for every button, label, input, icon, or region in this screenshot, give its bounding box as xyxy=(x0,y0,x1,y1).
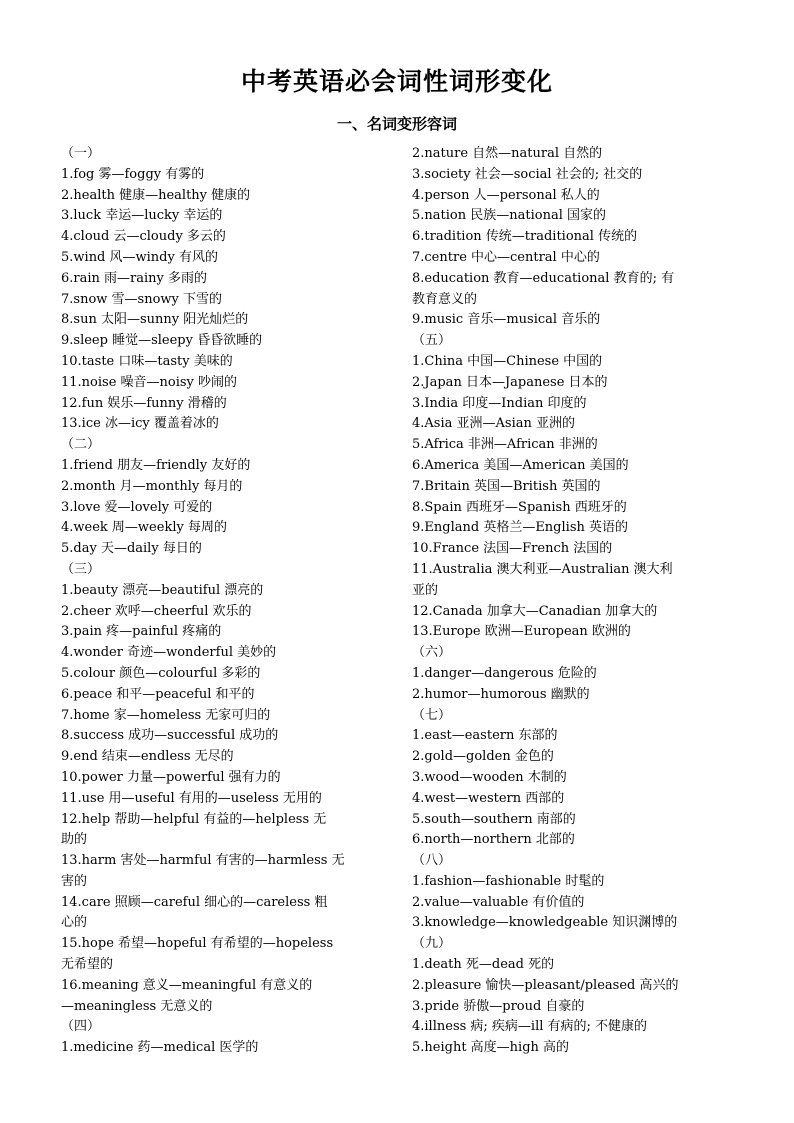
word-entry-line: 9.England 英格兰—English 英语的 xyxy=(412,520,628,536)
group-heading: （五） xyxy=(412,333,452,349)
word-entry-line: 2.cheer 欢呼—cheerful 欢乐的 xyxy=(61,603,252,619)
word-entry-line: 1.friend 朋友—friendly 友好的 xyxy=(61,457,251,473)
word-entry-line: 12.Canada 加拿大—Canadian 加拿大的 xyxy=(412,603,658,619)
word-entry-line: 1.medicine 药—medical 医学的 xyxy=(61,1040,259,1056)
section-heading: 一、名词变形容词 xyxy=(336,115,457,133)
word-entry-line: 3.society 社会—social 社会的; 社交的 xyxy=(412,166,643,182)
word-entry-line: 14.care 照顾—careful 细心的—careless 粗 xyxy=(61,894,328,910)
word-entry-line: 3.love 爱—lovely 可爱的 xyxy=(61,499,213,515)
word-entry-line: 亚的 xyxy=(412,582,439,598)
word-entry-line: 5.Africa 非洲—African 非洲的 xyxy=(412,437,598,453)
word-entry-line: 5.height 高度—high 高的 xyxy=(412,1040,570,1056)
word-entry-line: 12.help 帮助—helpful 有益的—helpless 无 xyxy=(61,811,327,827)
word-entry-line: 3.pride 骄傲—proud 自豪的 xyxy=(412,998,585,1014)
word-entry-line: 2.nature 自然—natural 自然的 xyxy=(412,146,603,161)
word-entry-line: 9.music 音乐—musical 音乐的 xyxy=(412,312,601,328)
word-entry-line: 5.nation 民族—national 国家的 xyxy=(412,208,606,224)
word-entry-line: 8.success 成功—successful 成功的 xyxy=(61,728,279,744)
word-entry-line: 7.centre 中心—central 中心的 xyxy=(412,249,600,265)
word-entry-line: 12.fun 娱乐—funny 滑稽的 xyxy=(61,395,227,411)
word-entry-line: 2.value—valuable 有价值的 xyxy=(412,894,585,910)
word-entry-line: 15.hope 希望—hopeful 有希望的—hopeless xyxy=(61,936,334,952)
word-entry-line: 8.Spain 西班牙—Spanish 西班牙的 xyxy=(412,499,627,515)
word-entry-line: 10.taste 口味—tasty 美味的 xyxy=(61,353,233,369)
word-entry-line: 4.wonder 奇迹—wonderful 美妙的 xyxy=(61,645,277,661)
word-entry-line: 7.home 家—homeless 无家可归的 xyxy=(61,707,271,723)
page-title: 中考英语必会词性词形变化 xyxy=(240,67,553,96)
word-entry-line: 6.north—northern 北部的 xyxy=(412,832,575,848)
word-entry-line: 2.pleasure 愉快—pleasant/pleased 高兴的 xyxy=(412,977,679,993)
word-entry-line: 7.snow 雪—snowy 下雪的 xyxy=(61,291,223,307)
word-entry-line: 3.luck 幸运—lucky 幸运的 xyxy=(61,208,223,224)
word-entry-line: 7.Britain 英国—British 英国的 xyxy=(412,478,601,494)
word-entry-line: 2.health 健康—healthy 健康的 xyxy=(61,187,251,203)
word-entry-line: 13.harm 害处—harmful 有害的—harmless 无 xyxy=(61,853,345,869)
word-entry-line: 3.India 印度—Indian 印度的 xyxy=(412,395,587,411)
word-entry-line: 8.education 教育—educational 教育的; 有 xyxy=(412,270,675,286)
word-entry-line: 助的 xyxy=(61,832,88,848)
word-entry-line: 2.Japan 日本—Japanese 日本的 xyxy=(412,374,608,390)
word-entry-line: 3.knowledge—knowledgeable 知识渊博的 xyxy=(412,915,678,931)
word-entry-line: 9.sleep 睡觉—sleepy 昏昏欲睡的 xyxy=(61,333,263,349)
word-entry-line: 心的 xyxy=(61,915,88,931)
word-entry-line: 2.humor—humorous 幽默的 xyxy=(412,686,590,702)
word-entry-line: 1.death 死—dead 死的 xyxy=(412,957,555,973)
word-entry-line: 11.use 用—useful 有用的—useless 无用的 xyxy=(61,790,322,806)
word-entry-line: 4.week 周—weekly 每周的 xyxy=(61,520,227,536)
word-entry-line: 害的 xyxy=(61,873,88,889)
word-entry-line: 11.Australia 澳大利亚—Australian 澳大利 xyxy=(412,561,673,577)
word-entry-line: 5.colour 颜色—colourful 多彩的 xyxy=(61,665,261,681)
word-entry-line: 3.pain 疼—painful 疼痛的 xyxy=(61,624,222,640)
right-column xyxy=(412,144,737,1059)
group-heading: （三） xyxy=(61,561,101,577)
word-entry-line: 教育意义的 xyxy=(412,291,478,307)
word-entry-line: 9.end 结束—endless 无尽的 xyxy=(61,749,234,765)
group-heading: （一） xyxy=(61,146,101,161)
word-entry-line: 8.sun 太阳—sunny 阳光灿烂的 xyxy=(61,312,249,328)
word-entry-line: 11.noise 噪音—noisy 吵闹的 xyxy=(61,374,238,390)
group-heading: （四） xyxy=(61,1019,101,1035)
word-entry-line: 5.south—southern 南部的 xyxy=(412,811,576,827)
word-entry-line: 1.danger—dangerous 危险的 xyxy=(412,665,597,681)
word-entry-line: 4.person 人—personal 私人的 xyxy=(412,187,600,203)
word-entry-line: 无希望的 xyxy=(61,957,114,973)
word-entry-line: 16.meaning 意义—meaningful 有意义的 xyxy=(61,977,313,993)
left-column xyxy=(61,144,386,1059)
word-entry-line: 1.fog 雾—foggy 有雾的 xyxy=(61,166,205,182)
word-entry-line: 1.China 中国—Chinese 中国的 xyxy=(412,353,603,369)
word-entry-line: 10.power 力量—powerful 强有力的 xyxy=(61,769,281,785)
word-entry-line: 1.beauty 漂亮—beautiful 漂亮的 xyxy=(61,582,264,598)
word-entry-line: 1.fashion—fashionable 时髦的 xyxy=(412,873,605,889)
word-entry-line: 10.France 法国—French 法国的 xyxy=(412,541,613,557)
word-entry-line: 5.day 天—daily 每日的 xyxy=(61,541,202,557)
word-entry-line: 2.month 月—monthly 每月的 xyxy=(61,478,243,494)
word-entry-line: 4.west—western 西部的 xyxy=(412,790,565,806)
word-entry-line: 6.rain 雨—rainy 多雨的 xyxy=(61,270,208,286)
word-entry-line: 13.ice 冰—icy 覆盖着冰的 xyxy=(61,416,219,432)
group-heading: （七） xyxy=(412,707,452,723)
word-entry-line: 13.Europe 欧洲—European 欧洲的 xyxy=(412,624,631,640)
word-entry-line: 4.illness 病; 疾病—ill 有病的; 不健康的 xyxy=(412,1019,648,1035)
group-heading: （六） xyxy=(412,645,452,661)
word-entry-line: —meaningless 无意义的 xyxy=(61,998,213,1014)
word-entry-line: 6.tradition 传统—traditional 传统的 xyxy=(412,229,638,245)
word-entry-line: 1.east—eastern 东部的 xyxy=(412,728,558,744)
word-entry-line: 5.wind 风—windy 有风的 xyxy=(61,249,218,265)
group-heading: （二） xyxy=(61,437,101,453)
word-entry-line: 2.gold—golden 金色的 xyxy=(412,749,554,765)
group-heading: （八） xyxy=(412,853,452,869)
word-entry-line: 4.Asia 亚洲—Asian 亚洲的 xyxy=(412,416,575,432)
word-entry-line: 3.wood—wooden 木制的 xyxy=(412,769,567,785)
word-entry-line: 6.America 美国—American 美国的 xyxy=(412,457,629,473)
word-entry-line: 4.cloud 云—cloudy 多云的 xyxy=(61,229,226,245)
word-entry-line: 6.peace 和平—peaceful 和平的 xyxy=(61,686,255,702)
group-heading: （九） xyxy=(412,936,452,952)
